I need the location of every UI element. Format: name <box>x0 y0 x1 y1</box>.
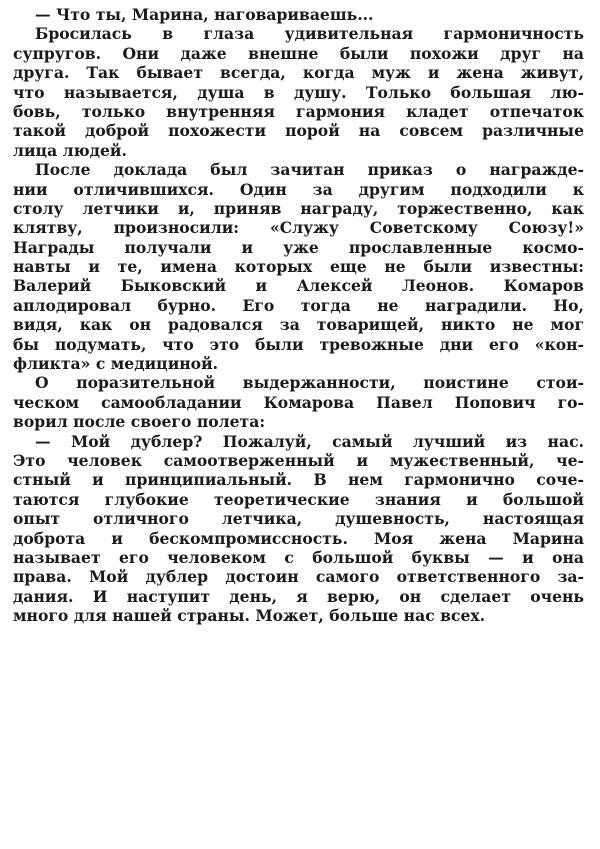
text-line: нии отличившихся. Один за другим подходили к <box>13 179 584 199</box>
text-line: доброта и бескомпромиссность. Моя жена Марина <box>13 528 584 548</box>
text-line: столу летчики и, приняв награду, торжественно, как <box>13 198 584 218</box>
text-line: таются глубокие теоретические знания и большой <box>13 489 584 509</box>
text-line: После доклада был зачитан приказ о награжде- <box>35 160 584 180</box>
paragraph-popovich-quote <box>13 432 584 626</box>
text-line: бы подумать, что это были тревожные дни его «кон- <box>13 334 584 354</box>
text-line: бовь, только внутренняя гармония кладет отпечаток <box>13 101 584 121</box>
text-line: фликта» с медициной. <box>13 354 219 374</box>
text-line: дания. И наступит день, я верю, он сделает очень <box>13 586 584 606</box>
text-line: что называется, душа в душу. Только большая лю- <box>13 82 584 102</box>
text-line: видя, как он радовался за товарищей, никто не мог <box>13 315 584 335</box>
body-text <box>13 5 584 626</box>
paragraph-harmony <box>13 24 584 160</box>
text-line: стный и принципиальный. В нем гармонично соче- <box>13 470 584 490</box>
text-line: называет его человеком с большой буквы — и она <box>13 547 584 567</box>
text-line: ческом самообладании Комарова Павел Попович го- <box>13 392 584 412</box>
text-line: — Что ты, Марина, наговариваешь... <box>35 5 374 24</box>
text-line: друга. Так бывает всегда, когда муж и жена живут, <box>13 63 584 83</box>
text-line: лица людей. <box>13 140 127 160</box>
text-line: супругов. Они даже внешне были похожи друг на <box>13 43 584 63</box>
text-line: такой доброй похожести порой на совсем различные <box>13 121 584 141</box>
text-line: навты и те, имена которых еще не были известны: <box>13 257 584 277</box>
paragraph-marina-dialogue <box>13 5 584 24</box>
paragraph-popovich-intro <box>13 373 584 431</box>
text-line: Награды получали и уже прославленные космо- <box>13 237 584 257</box>
paragraph-award-ceremony <box>13 160 584 373</box>
text-line: О поразительной выдержанности, поистине стои- <box>35 373 584 393</box>
text-line: ворил после своего полета: <box>13 412 266 432</box>
text-line: опыт отличного летчика, душевность, настоящая <box>13 509 584 529</box>
text-line: права. Мой дублер достоин самого ответственного за- <box>13 567 584 587</box>
text-line: клятву, произносили: «Служу Советскому Союзу!» <box>13 218 584 238</box>
text-line: аплодировал бурно. Его тогда не наградили. Но, <box>13 295 584 315</box>
text-line: Это человек самоотверженный и мужественный, че- <box>13 450 584 470</box>
text-line: Валерий Быковский и Алексей Леонов. Комаров <box>13 276 584 296</box>
text-line: много для нашей страны. Может, больше нас всех. <box>13 606 486 626</box>
text-line: Бросилась в глаза удивительная гармоничность <box>35 24 584 44</box>
text-line: — Мой дублер? Пожалуй, самый лучший из нас. <box>35 431 584 451</box>
